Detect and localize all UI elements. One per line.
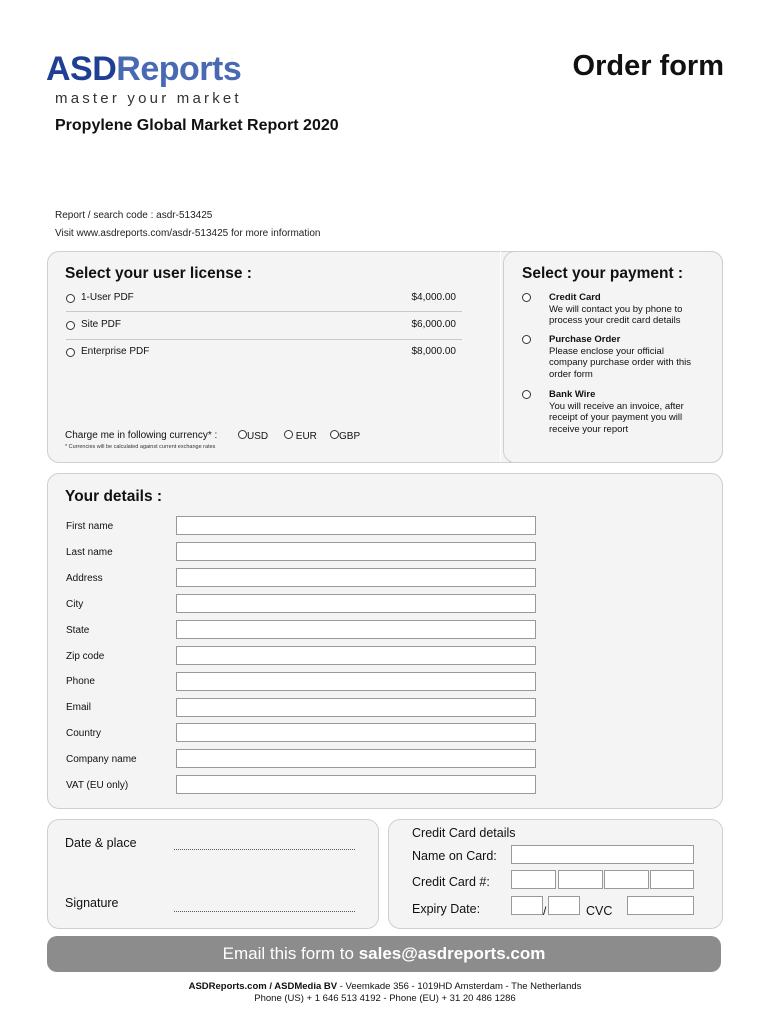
panel-divider	[500, 251, 501, 461]
field-label-vat: VAT (EU only)	[66, 780, 129, 791]
date-place-line[interactable]	[174, 849, 355, 850]
payment-desc: You will receive an invoice, after receipt of your payment you will receive your report	[549, 400, 684, 435]
email-input[interactable]	[176, 698, 536, 717]
footer-address	[0, 981, 770, 992]
currency-label-usd: USD	[247, 431, 269, 442]
license-label: 1-User PDF	[81, 292, 134, 303]
expiry-separator: /	[543, 904, 547, 918]
radio-button[interactable]	[330, 430, 339, 439]
license-price: $8,000.00	[411, 346, 456, 357]
date-place-label: Date & place	[65, 836, 137, 850]
radio-button[interactable]	[522, 293, 531, 302]
zip-code-input[interactable]	[176, 646, 536, 665]
field-label-country: Country	[66, 728, 102, 739]
address-input[interactable]	[176, 568, 536, 587]
email-banner	[47, 936, 721, 972]
currency-note: * Currencies will be calculated against current exchange rates	[65, 444, 216, 450]
footer-address-text: - Veemkade 356 - 1019HD Amsterdam - The Netherlands	[337, 981, 582, 992]
first-name-input[interactable]	[176, 516, 536, 535]
license-label: Site PDF	[81, 319, 122, 330]
card-number-input-3[interactable]	[604, 870, 649, 889]
payment-title: Purchase Order	[549, 334, 621, 345]
signature-line[interactable]	[174, 911, 355, 912]
currency-label: Charge me in following currency* :	[65, 430, 218, 441]
logo-part-reports: Reports	[116, 50, 242, 88]
cvc-input[interactable]	[627, 896, 694, 915]
field-label-company-name: Company name	[66, 754, 137, 765]
vat-input[interactable]	[176, 775, 536, 794]
state-input[interactable]	[176, 620, 536, 639]
field-label-city: City	[66, 599, 84, 610]
currency-eur[interactable]	[284, 430, 317, 442]
radio-button[interactable]	[522, 390, 531, 399]
card-number-label: Credit Card #:	[412, 875, 490, 889]
visit-link-text: Visit www.asdreports.com/asdr-513425 for more information	[55, 228, 321, 239]
license-price: $6,000.00	[411, 319, 456, 330]
signature-label: Signature	[65, 896, 119, 910]
name-on-card-input[interactable]	[511, 845, 694, 864]
payment-desc: We will contact you by phone to process your credit card details	[549, 303, 683, 326]
divider	[66, 339, 462, 340]
field-label-first-name: First name	[66, 521, 114, 532]
logo-tagline: master your market	[55, 90, 242, 107]
footer-phones: Phone (US) + 1 646 513 4192 - Phone (EU) + 31 20 486 1286	[254, 993, 516, 1004]
footer-company: ASDReports.com / ASDMedia BV	[188, 981, 338, 992]
payment-title: Credit Card	[549, 292, 601, 303]
radio-button[interactable]	[522, 335, 531, 344]
payment-title: Bank Wire	[549, 389, 596, 400]
last-name-input[interactable]	[176, 542, 536, 561]
card-number-input-2[interactable]	[558, 870, 603, 889]
page-title: Order form	[572, 50, 724, 82]
city-input[interactable]	[176, 594, 536, 613]
sales-email-link[interactable]: sales@asdreports.com	[358, 944, 546, 963]
report-title: Propylene Global Market Report 2020	[55, 117, 339, 134]
radio-button[interactable]	[284, 430, 293, 439]
credit-card-heading: Credit Card details	[412, 826, 516, 840]
radio-button[interactable]	[66, 294, 75, 303]
card-number-input-1[interactable]	[511, 870, 556, 889]
field-label-phone: Phone	[66, 676, 95, 687]
card-number-input-4[interactable]	[650, 870, 694, 889]
report-code: Report / search code : asdr-513425	[55, 210, 213, 221]
license-label: Enterprise PDF	[81, 346, 150, 357]
field-label-address: Address	[66, 573, 103, 584]
banner-text: Email this form to	[222, 944, 359, 963]
license-heading: Select your user license :	[65, 265, 252, 282]
details-heading: Your details :	[65, 488, 163, 505]
radio-button[interactable]	[238, 430, 247, 439]
field-label-state: State	[66, 625, 90, 636]
license-price: $4,000.00	[411, 292, 456, 303]
currency-gbp[interactable]	[330, 430, 360, 442]
divider	[66, 311, 462, 312]
payment-desc: Please enclose your official company purchase order with this order form	[549, 345, 692, 380]
name-on-card-label: Name on Card:	[412, 849, 497, 863]
currency-label-gbp: GBP	[339, 431, 361, 442]
expiry-year-input[interactable]	[548, 896, 580, 915]
expiry-label: Expiry Date:	[412, 902, 481, 916]
radio-button[interactable]	[66, 321, 75, 330]
asdreports-logo	[46, 50, 241, 89]
country-input[interactable]	[176, 723, 536, 742]
field-label-email: Email	[66, 702, 92, 713]
currency-label-eur: EUR	[295, 431, 317, 442]
phone-input[interactable]	[176, 672, 536, 691]
logo-part-asd: ASD	[46, 50, 117, 88]
field-label-zip-code: Zip code	[66, 651, 105, 662]
cvc-label: CVC	[586, 904, 613, 918]
radio-button[interactable]	[66, 348, 75, 357]
expiry-month-input[interactable]	[511, 896, 543, 915]
payment-heading: Select your payment :	[522, 265, 684, 282]
currency-usd[interactable]	[238, 430, 268, 442]
field-label-last-name: Last name	[66, 547, 113, 558]
company-name-input[interactable]	[176, 749, 536, 768]
